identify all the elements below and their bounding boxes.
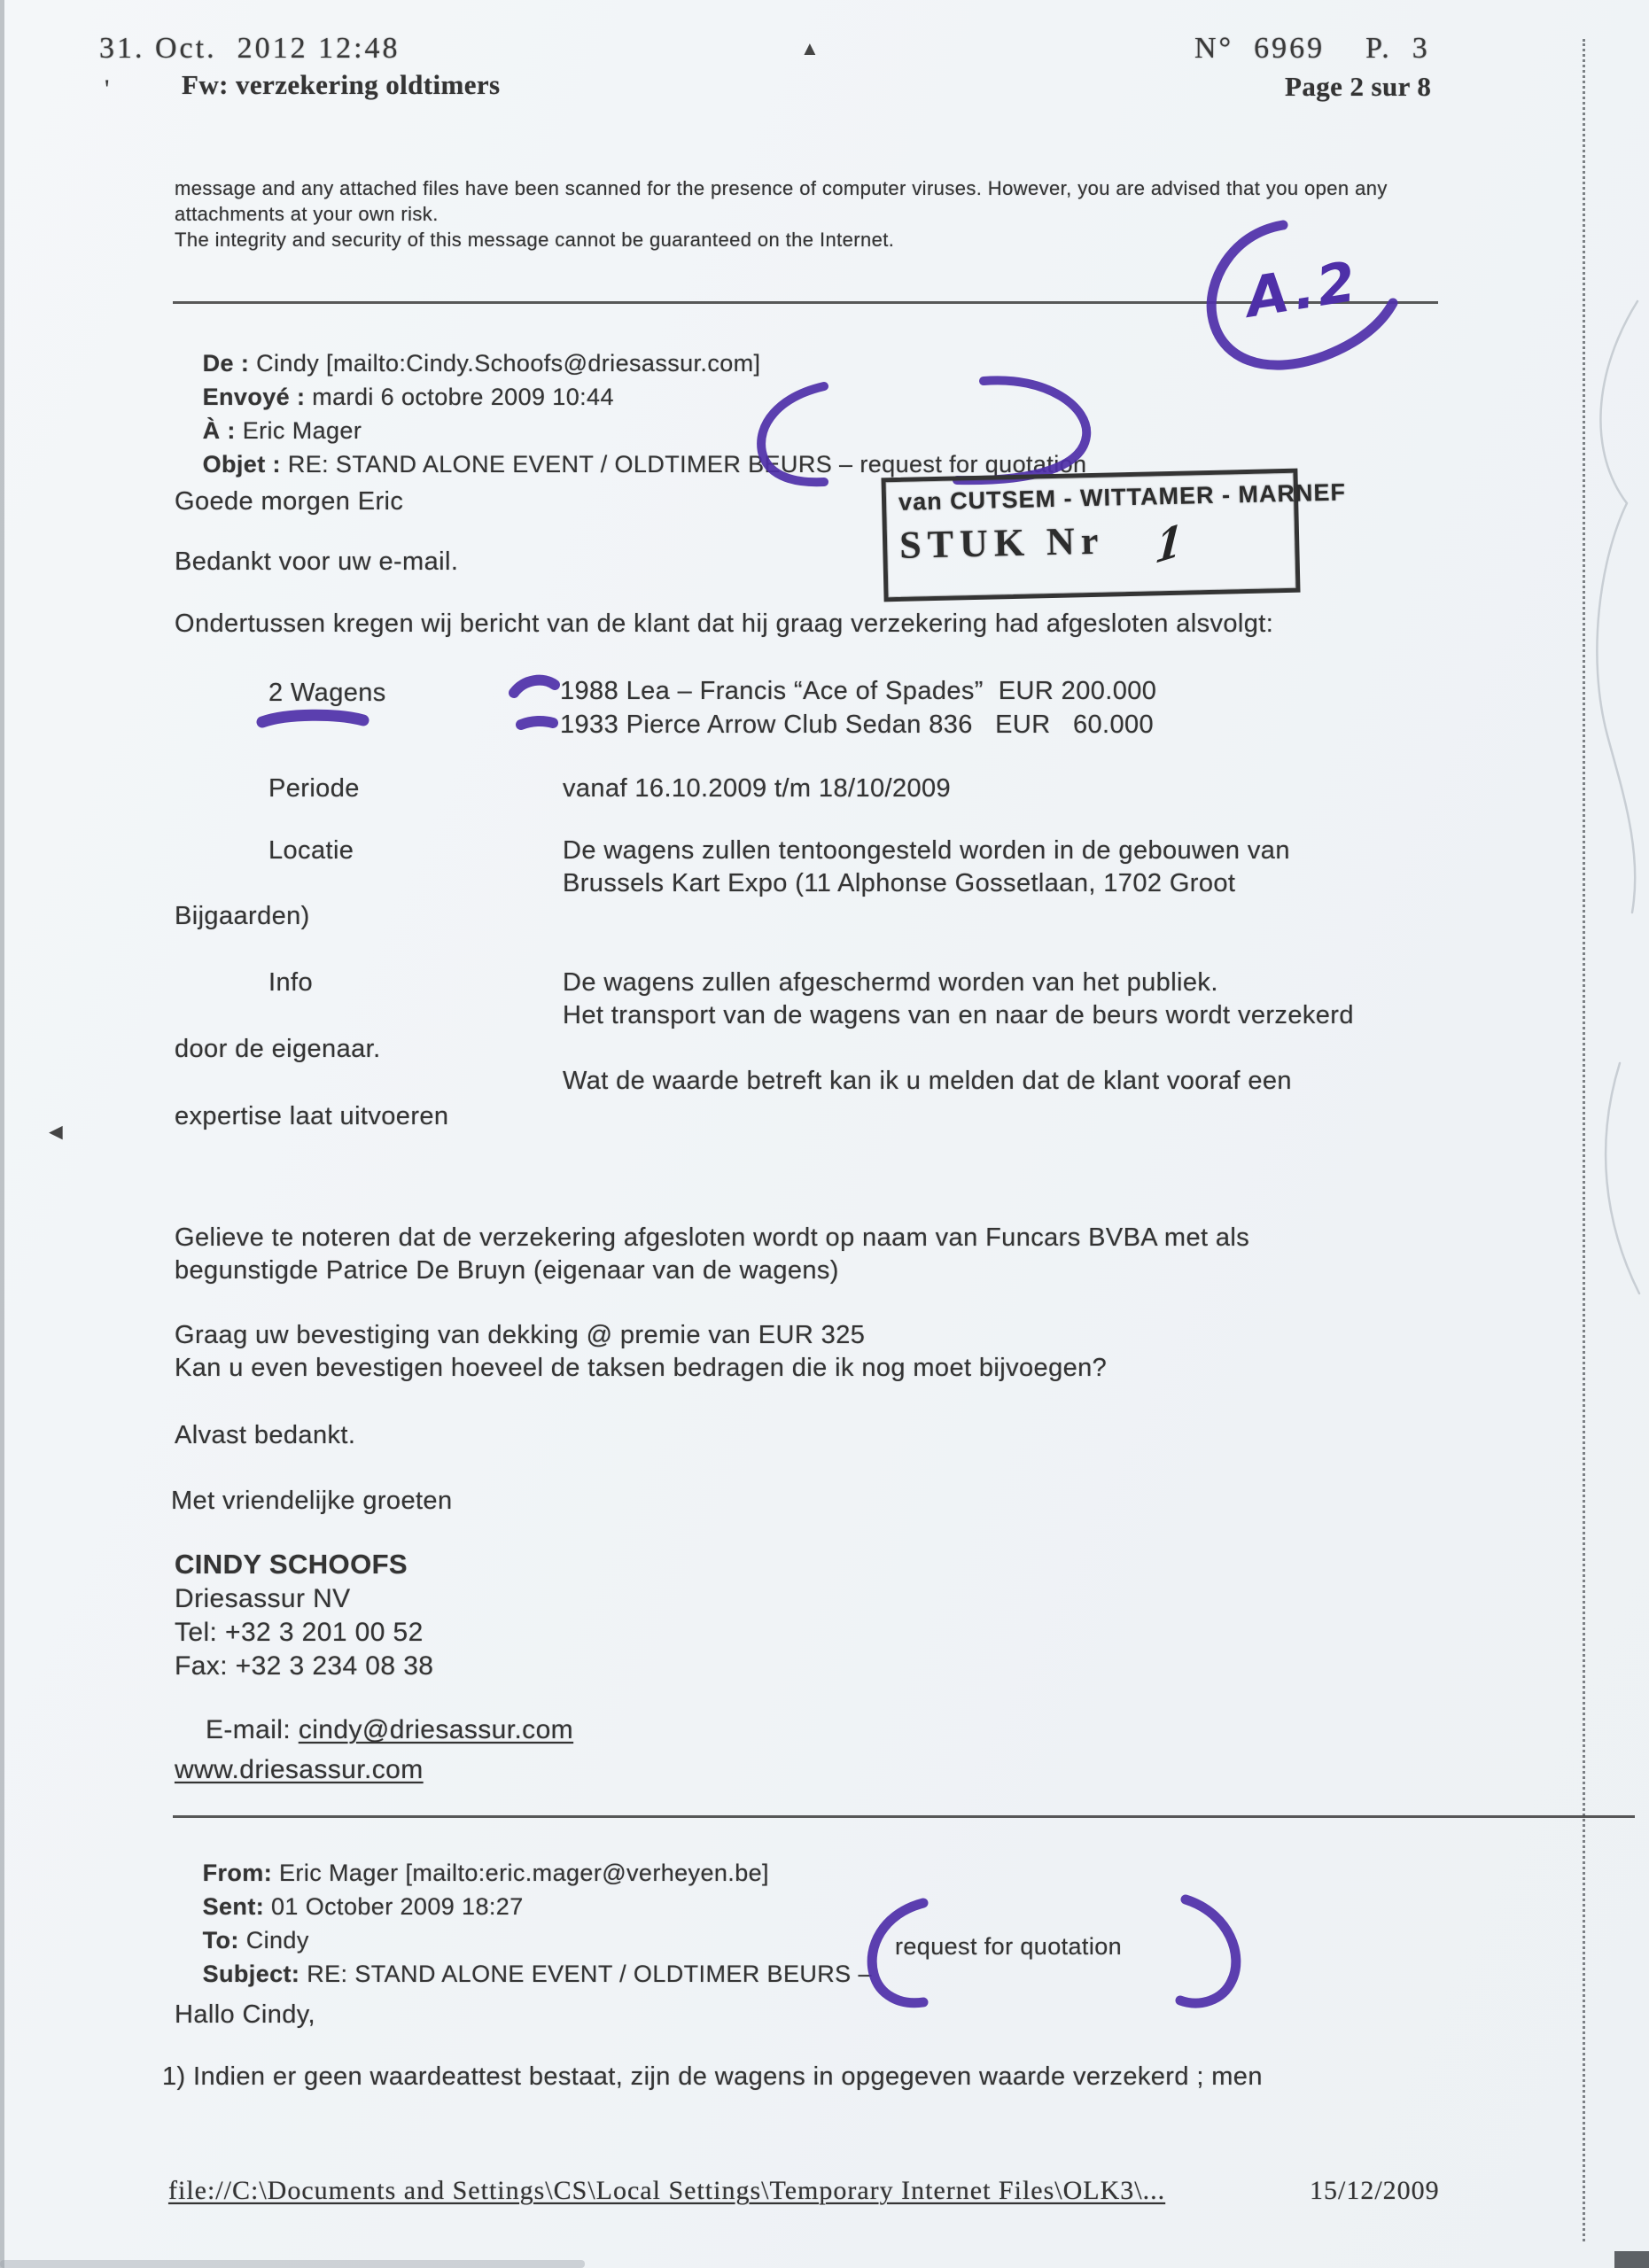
locatie-value-1: De wagens zullen tentoongesteld worden in de gebouwen van [563,836,1290,865]
email2-subject-circled-text: request for quotation [895,1933,1123,1960]
email2-from-value: Eric Mager [mailto:eric.mager@verheyen.be] [279,1860,769,1886]
thanks-line: Bedankt voor uw e-mail. [175,548,459,576]
signature-name: CINDY SCHOOFS [175,1549,408,1580]
ink-dash-mark-2 [516,714,558,734]
stray-quote-mark: ' [105,74,110,104]
stamp-stuk-nr-label: STUK Nr [898,518,1105,567]
email1-sent-value: mardi 6 octobre 2009 10:44 [312,384,614,410]
email2-sent-value: 01 October 2009 18:27 [271,1893,524,1920]
signature-website: www.driesassur.com [175,1755,424,1784]
scan-corner-artifact [1614,2251,1649,2268]
ink-check-mark-1 [509,673,560,702]
email2-to-value: Cindy [245,1927,309,1953]
info-value-3: Wat de waarde betreft kan ik u melden dat de klant vooraf een [563,1067,1292,1095]
email2-subject-value: RE: STAND ALONE EVENT / OLDTIMER BEURS – [307,1961,872,1987]
fax-counter: N° 6969 P. 3 [1194,32,1430,65]
stamp-firm-name: van CUTSEM - WITTAMER - MARNEF [898,478,1347,516]
periode-value: vanaf 16.10.2009 t/m 18/10/2009 [563,774,952,803]
email1-from-label: De : [202,350,257,377]
email1-from-value: Cindy [mailto:Cindy.Schoofs@driesassur.com] [256,350,761,377]
info-label: Info [268,968,313,997]
note-line-2: begunstigde Patrice De Bruyn (eigenaar van de wagens) [175,1256,839,1285]
stamp-handwritten-number: 1 [1153,514,1185,574]
scan-up-arrow-icon: ▲ [800,37,820,59]
email1-subject-label: Objet : [202,451,288,478]
page-indicator: Page 2 sur 8 [1285,71,1432,102]
disclaimer-line-2: attachments at your own risk. [175,203,439,225]
email2-to-label: To: [202,1927,246,1953]
handwritten-annotation-a2 [1198,211,1411,388]
confirm-line-1: Graag uw bevestiging van dekking @ premie van EUR 325 [175,1321,866,1349]
scan-bottom-smudge [0,2260,585,2268]
locatie-value-2: Brussels Kart Expo (11 Alphonse Gossetlaan, 1702 Groot [563,869,1236,897]
locatie-label: Locatie [268,836,354,865]
ink-parens-around-subject2 [851,1891,1267,2015]
annotation-label: A.2 [1241,248,1364,330]
info-overflow-2: expertise laat uitvoeren [175,1102,449,1130]
rubber-stamp [881,469,1347,602]
signature-tel: Tel: +32 3 201 00 52 [175,1618,424,1647]
email1-subject-value: RE: STAND ALONE EVENT / OLDTIMER BEURS [287,451,840,478]
signature-fax: Fax: +32 3 234 08 38 [175,1651,434,1681]
closing-regards: Met vriendelijke groeten [171,1487,453,1515]
footer-date: 15/12/2009 [1310,2176,1440,2205]
ink-underline-wagens [255,709,370,734]
info-overflow-1: door de eigenaar. [175,1035,381,1063]
disclaimer-line-1: message and any attached files have been scanned for the presence of computer viruses. However, you are advised that you open any [175,177,1388,199]
fax-timestamp: 31. Oct. 2012 12:48 [99,32,401,65]
info-value-1: De wagens zullen afgeschermd worden van het publiek. [563,968,1218,997]
scan-edge-shadow [0,0,4,2268]
divider-bottom [173,1815,1635,1818]
greeting-line: Goede morgen Eric [175,487,404,516]
email2-subject-label: Subject: [202,1961,307,1987]
periode-label: Periode [268,774,360,803]
email1-sent-label: Envoyé : [202,384,313,410]
fax-subject-line: Fw: verzekering oldtimers [182,69,501,100]
wagens-label: 2 Wagens [268,679,386,707]
note-line-1: Gelieve te noteren dat de verzekering afgesloten wordt op naam van Funcars BVBA met als [175,1223,1250,1252]
email1-subject-circled-text: – request for quotation [839,451,1087,478]
scan-pencil-squiggle [1568,266,1649,1329]
disclaimer-line-3: The integrity and security of this message cannot be guaranteed on the Internet. [175,229,895,251]
locatie-overflow: Bijgaarden) [175,902,310,930]
signature-company: Driesassur NV [175,1584,351,1613]
email2-from-label: From: [202,1860,280,1886]
info-value-2: Het transport van de wagens van en naar de beurs wordt verzekerd [563,1001,1354,1029]
confirm-line-2: Kan u even bevestigen hoeveel de taksen bedragen die ik nog moet bijvoegen? [175,1354,1108,1382]
email2-sent-label: Sent: [202,1893,272,1920]
intro-line: Ondertussen kregen wij bericht van de klant dat hij graag verzekering had afgesloten alsvolgt: [175,610,1274,638]
email1-to-label: À : [202,417,243,444]
scan-left-arrow-icon: ◄ [44,1118,67,1145]
car-line-2: 1933 Pierce Arrow Club Sedan 836 EUR 60.000 [560,711,1155,739]
signature-email-label: E-mail: [205,1715,299,1744]
signature-email-address: cindy@driesassur.com [298,1715,574,1744]
car-line-1: 1988 Lea – Francis “Ace of Spades” EUR 200.000 [560,677,1157,705]
email1-to-value: Eric Mager [242,417,362,444]
footer-file-path: file://C:\Documents and Settings\CS\Local Settings\Temporary Internet Files\OLK3\... [168,2176,1166,2205]
email2-greeting: Hallo Cindy, [175,2000,315,2029]
email2-point-1: 1) Indien er geen waardeattest bestaat, zijn de wagens in opgegeven waarde verzekerd ; men [162,2062,1263,2091]
closing-thanks: Alvast bedankt. [175,1421,356,1449]
ink-oval-around-subject1 [735,372,1108,489]
